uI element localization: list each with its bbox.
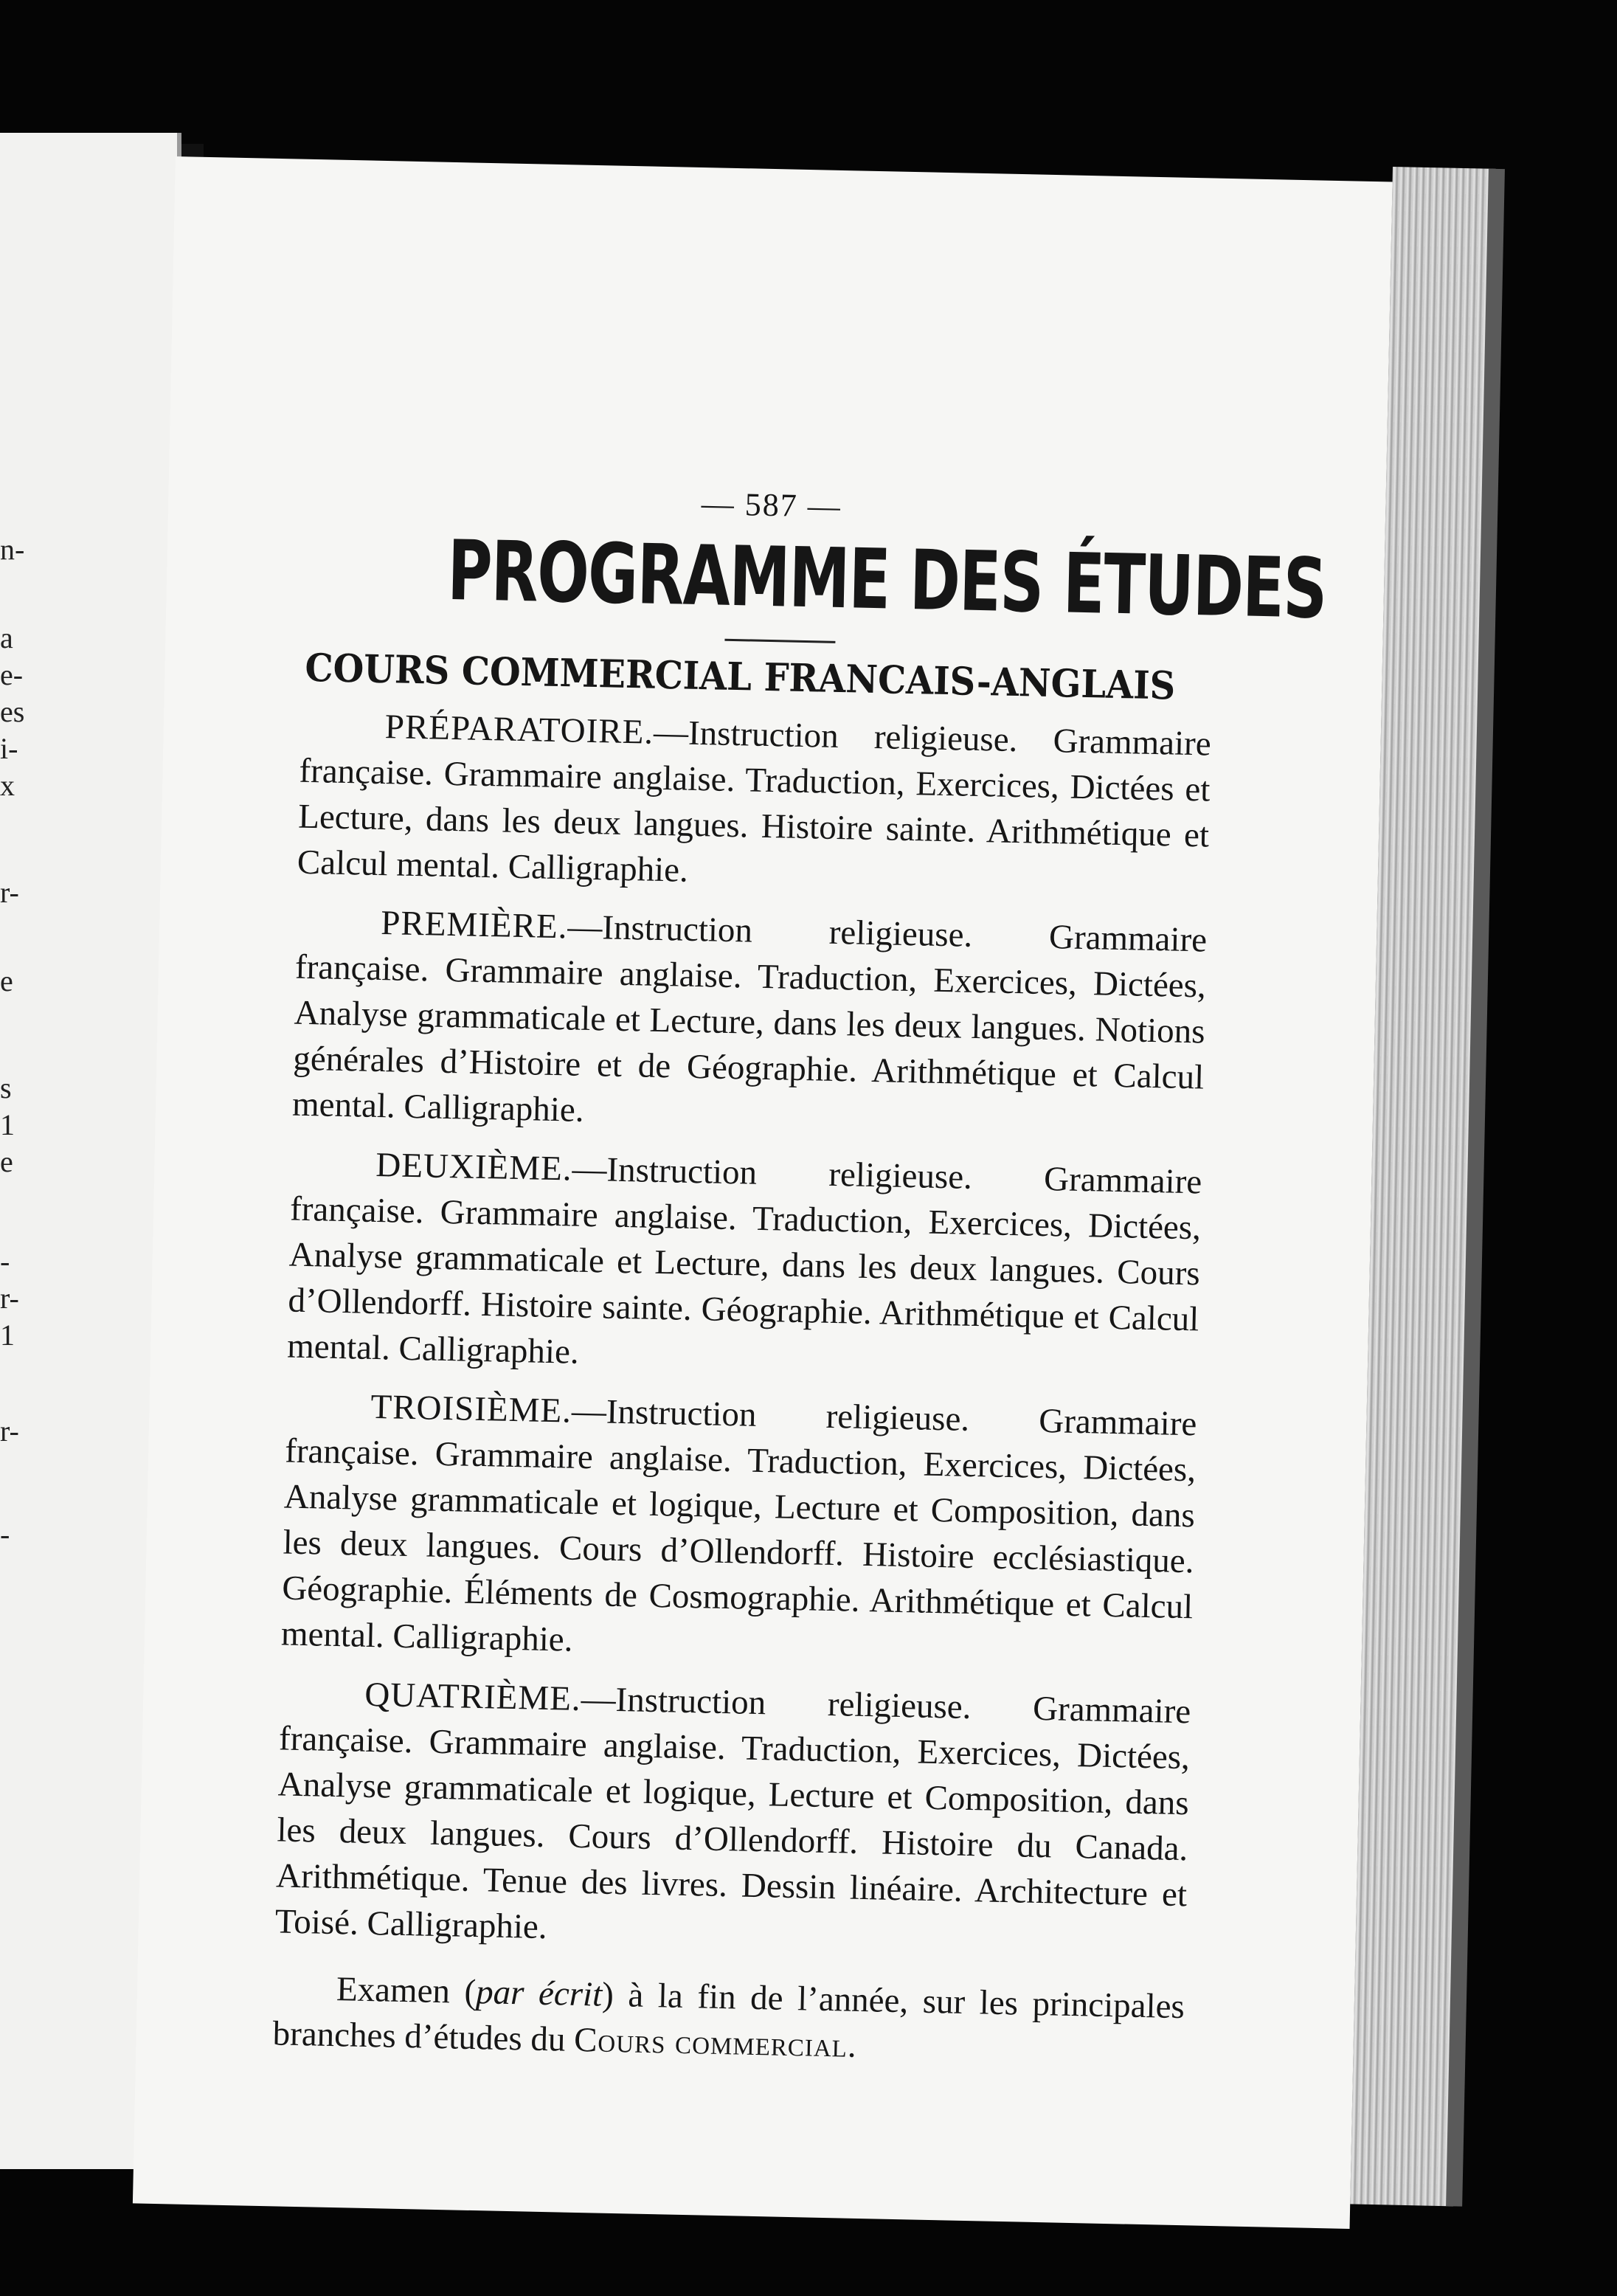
- level-description: —Instruction religieuse. Grammaire française. Grammaire anglaise. Traduction, Exercices, Dictées, Analyse grammaticale et logique, Lecture et Composition, dans les deux langues. Cours d’Ollendorff. Histoire du Canada. Arithmétique. Tenue des livres. Dessin linéaire. Architecture et Toisé. Calligraphie.: [274, 1679, 1191, 1946]
- page-content: [272, 477, 1328, 2075]
- level-name: TROISIÈME.: [370, 1387, 572, 1431]
- exam-text-after: ) à la fin de l’année, sur les principales branches d’études du: [272, 1975, 1185, 2059]
- left-page-fragment: r-: [0, 876, 19, 909]
- left-page-fragment: e: [0, 1145, 13, 1178]
- left-page-fragment: n-: [0, 533, 25, 566]
- section-preparatoire: [297, 702, 1211, 904]
- exam-italic: par écrit: [475, 1972, 603, 2014]
- left-page-fragment: es: [0, 695, 25, 728]
- section-troisieme: [280, 1382, 1197, 1676]
- exam-text-before: Examen (: [336, 1969, 477, 2011]
- course-subtitle: COURS COMMERCIAL FRANCAIS-ANGLAIS: [304, 645, 1176, 709]
- section-deuxieme: [287, 1140, 1202, 1388]
- left-page-fragment: x: [0, 769, 15, 802]
- left-page-fragment: e: [0, 964, 13, 997]
- exam-text-end: .: [847, 2026, 857, 2065]
- section-paragraph: [287, 1140, 1202, 1388]
- section-premiere: [291, 898, 1207, 1146]
- section-paragraph: [291, 898, 1207, 1146]
- level-name: DEUXIÈME.: [375, 1145, 573, 1189]
- book-page: [133, 156, 1393, 2229]
- left-page-fragment: s: [0, 1071, 12, 1104]
- left-page-fragment: r-: [0, 1414, 19, 1448]
- title-divider: [724, 638, 835, 643]
- page-number: — 587 —: [701, 485, 842, 525]
- left-page-fragment: 1: [0, 1318, 15, 1352]
- left-page-fragment: -: [0, 1245, 10, 1278]
- left-page-fragment: e-: [0, 658, 24, 691]
- left-page-fragment: 1: [0, 1108, 15, 1141]
- section-quatrieme: [274, 1670, 1191, 1963]
- level-name: QUATRIÈME.: [364, 1675, 582, 1718]
- exam-course-name: Cours commercial: [573, 2020, 848, 2065]
- level-name: PRÉPARATOIRE.: [384, 707, 654, 752]
- section-paragraph: [297, 702, 1211, 904]
- level-description: —Instruction religieuse. Grammaire française. Grammaire anglaise. Traduction, Exercices, Dictées, Analyse grammaticale et Lecture, dans les deux langues. Notions générales d’Histoire et de Géographie. Arithmétique et Calcul mental. Calligraphie.: [291, 907, 1208, 1130]
- level-description: —Instruction religieuse. Grammaire française. Grammaire anglaise. Traduction, Exercices, Dictées, Analyse grammaticale et Lecture, dans les deux langues. Cours d’Ollendorff. Histoire sainte. Géographie. Arithmétique et Calcul mental. Calligraphie.: [286, 1149, 1202, 1372]
- section-paragraph: [274, 1670, 1191, 1963]
- level-description: —Instruction religieuse. Grammaire française. Grammaire anglaise. Traduction, Exercices, Dictées et Lecture, dans les deux langues. Histoire sainte. Arithmétique et Calcul mental. Calligraphie.: [297, 713, 1212, 890]
- left-page-fragment: a: [0, 621, 13, 654]
- left-page-fragment: r-: [0, 1282, 19, 1315]
- level-description: —Instruction religieuse. Grammaire française. Grammaire anglaise. Traduction, Exercices, Dictées, Analyse grammaticale et logique, Lecture et Composition, dans les deux langues. Cours d’Ollendorff. Histoire ecclésiastique. Géographie. Éléments de Cosmographie. Arithmétique et Calcul mental. Calligraphie.: [280, 1391, 1197, 1659]
- left-page-fragment: -: [0, 1518, 10, 1551]
- section-paragraph: [280, 1382, 1197, 1676]
- level-name: PREMIÈRE.: [380, 903, 568, 947]
- left-page-fragment: i-: [0, 732, 18, 765]
- exam-note: [272, 1965, 1185, 2075]
- page-title: PROGRAMME DES ÉTUDES: [446, 522, 1328, 637]
